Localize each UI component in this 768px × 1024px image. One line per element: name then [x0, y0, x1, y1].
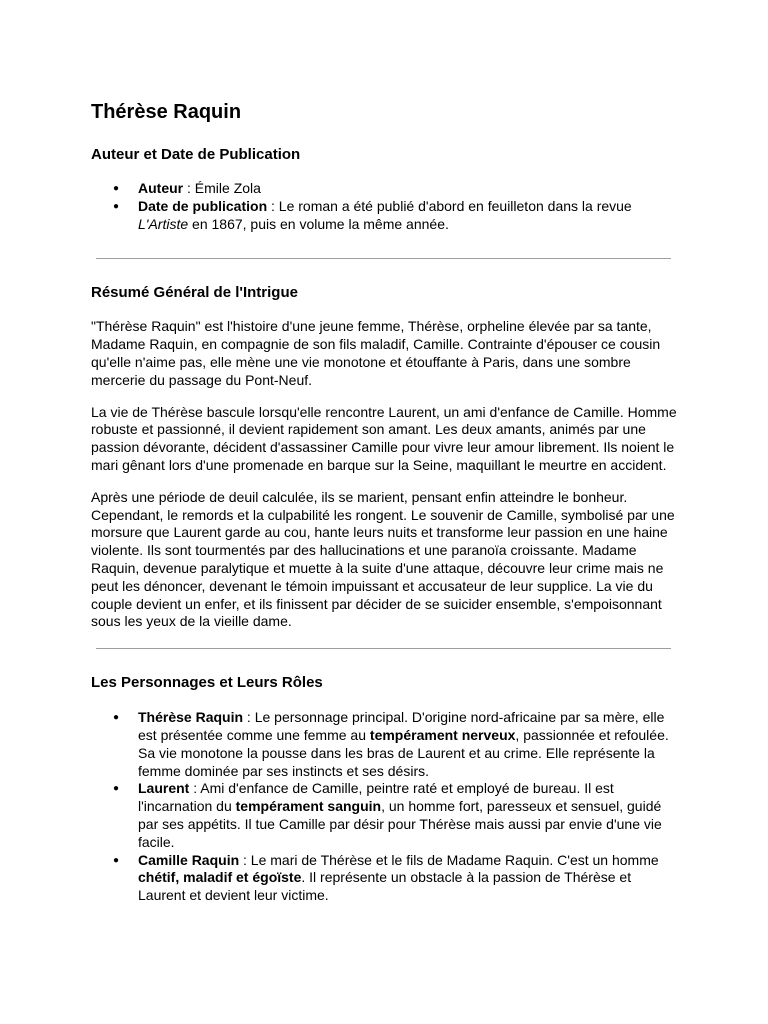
publication-date-review-name: L'Artiste	[138, 215, 189, 232]
author-publication-list	[91, 180, 681, 233]
heading-summary: Résumé Général de l'Intrigue	[91, 284, 298, 302]
document-page	[91, 99, 681, 905]
character-trait-camille: chétif, maladif et égoïste	[138, 869, 302, 886]
character-desc-laurent-1: : Ami d'enfance de Camille, peintre raté et employé de bureau. Il est l'incarnation du	[138, 780, 614, 815]
section-divider-1	[96, 258, 671, 259]
character-desc-camille-1: : Le mari de Thérèse et le fils de Madame Raquin. C'est un homme	[239, 851, 659, 868]
character-trait-therese: tempérament nerveux	[369, 726, 516, 743]
list-item-publication-date	[91, 198, 681, 234]
character-desc-camille-2: . Il représente un obstacle à la passion de Thérèse et Laurent et devient leur victime.	[138, 869, 632, 904]
author-value: : Émile Zola	[183, 180, 261, 196]
character-desc-therese-1: : Le personnage principal. D'origine nord-africaine par sa mère, elle est présentée comme une femme au	[138, 709, 665, 743]
summary-paragraph-1: "Thérèse Raquin" est l'histoire d'une jeune femme, Thérèse, orpheline élevée par sa tante, Madame Raquin, en compagnie de son fils maladif, Camille. Contrainte d'épouser ce cousin qu'elle n'aime pas, elle mène une vie monotone et étouffante à Paris, dans une sombre mercerie du passage du Pont-Neuf.	[91, 318, 661, 388]
list-item-author	[91, 180, 681, 198]
publication-date-label: Date de publication	[138, 197, 268, 214]
document-title: Thérèse Raquin	[91, 101, 242, 123]
character-desc-therese-2: , passionnée et refoulée. Sa vie monotone la pousse dans les bras de Laurent et au crime. Elle représente la femme dominée par ses instincts et ses désirs.	[138, 726, 669, 779]
characters-list	[91, 709, 681, 905]
publication-date-text-1: : Le roman a été publié d'abord en feuilleton dans la revue	[267, 197, 632, 214]
character-desc-laurent-2: , un homme fort, paresseux et sensuel, guidé par ses appétits. Il tue Camille par désir pour Thérèse mais aussi par envie d'une vie facile.	[138, 798, 662, 850]
heading-characters: Les Personnages et Leurs Rôles	[91, 674, 323, 692]
character-name-laurent: Laurent	[138, 780, 190, 797]
character-trait-laurent: tempérament sanguin	[235, 798, 382, 815]
summary-paragraph-3: Après une période de deuil calculée, ils se marient, pensant enfin atteindre le bonheur. Cependant, le remords et la culpabilité les rongent. Le souvenir de Camille, symbolisé par une morsure que Laurent garde au cou, hante leurs nuits et transforme leur passion en une haine violente. Ils sont tourmentés par des hallucinations et une paranoïa croissante. Madame Raquin, devenue paralytique et muette à la suite d'une attaque, découvre leur crime mais ne peut les dénoncer, devenant le témoin impuissant et accusateur de leur supplice. La vie du couple devient un enfer, et ils finissent par décider de se suicider ensemble, s'empoisonnant sous les yeux de la vieille dame.	[91, 488, 675, 630]
character-name-camille: Camille Raquin	[138, 851, 240, 868]
heading-author-publication: Auteur et Date de Publication	[91, 146, 301, 163]
summary-paragraph-2: La vie de Thérèse bascule lorsqu'elle rencontre Laurent, un ami d'enfance de Camille. Homme robuste et passionné, il devient rapidement son amant. Les deux amants, animés par une passion dévorante, décident d'assassiner Camille pour vivre leur amour librement. Ils noient le mari gênant lors d'une promenade en barque sur la Seine, maquillant le meurtre en accident.	[91, 403, 677, 473]
section-divider-2	[96, 648, 671, 649]
list-item-therese	[91, 709, 681, 780]
author-label: Auteur	[138, 180, 184, 196]
character-name-therese: Thérèse Raquin	[138, 709, 244, 726]
publication-date-text-2: en 1867, puis en volume la même année.	[188, 215, 449, 232]
list-item-laurent	[91, 780, 681, 851]
list-item-camille	[91, 852, 681, 905]
